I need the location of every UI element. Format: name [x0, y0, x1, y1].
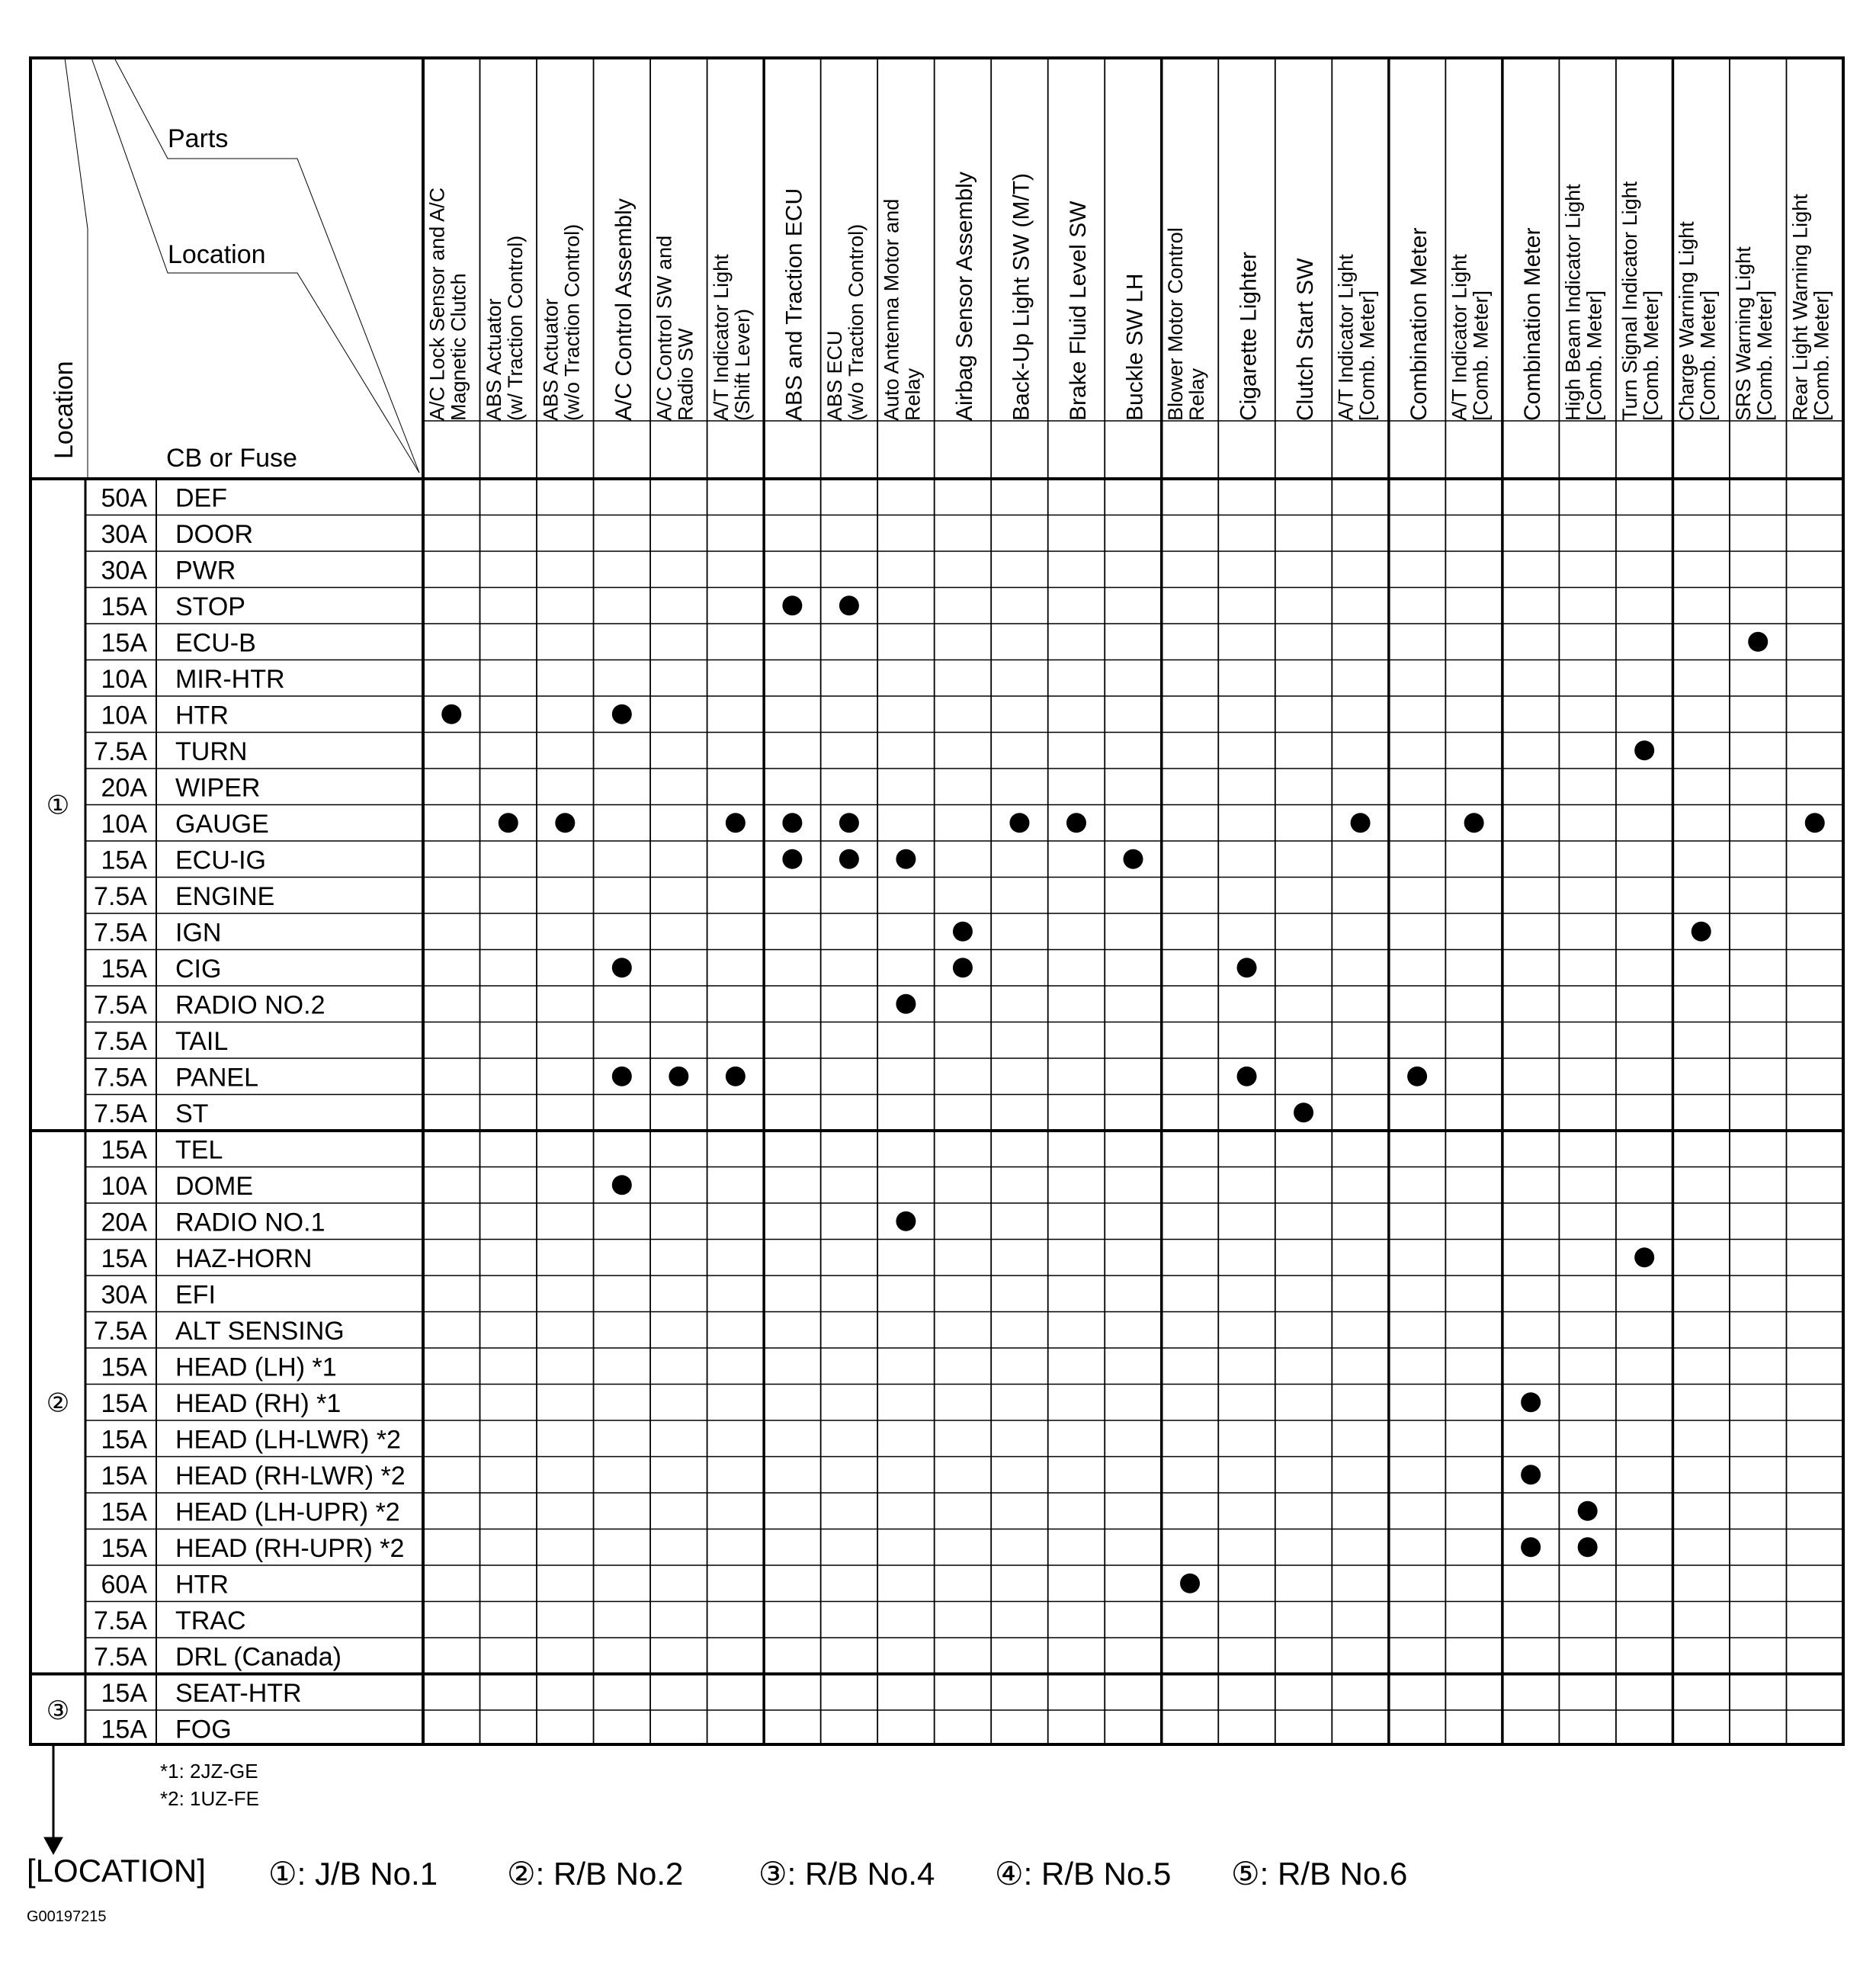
cb-fuse-label: CB or Fuse [166, 444, 297, 473]
fuse-name: FOG [175, 1715, 232, 1744]
column-header [1732, 246, 1776, 421]
location-marker: ② [46, 1388, 70, 1418]
amp-rating: 30A [101, 1280, 147, 1310]
amp-rating: 10A [101, 701, 147, 730]
column-header-line: Rear Light Warning Light [1788, 194, 1812, 421]
column-header-line: ABS Actuator [539, 298, 563, 421]
note-2: *2: 1UZ-FE [160, 1787, 260, 1810]
column-header-line: Turn Signal Indicator Light [1618, 181, 1642, 421]
connection-dot [896, 1211, 916, 1231]
amp-rating: 7.5A [94, 990, 147, 1020]
amp-rating: 15A [101, 1353, 147, 1382]
connection-dot [669, 1067, 688, 1086]
column-header [1406, 228, 1432, 421]
legend-item-1: ①: J/B No.1 [268, 1856, 438, 1892]
amp-rating: 20A [101, 773, 147, 803]
column-header-line: ABS ECU [823, 330, 846, 421]
connection-dot [1294, 1102, 1313, 1122]
column-header-line: [Comb. Meter] [1469, 290, 1493, 421]
fuse-name: HTR [175, 701, 229, 730]
connection-dot [1066, 813, 1086, 833]
amp-rating: 15A [101, 1462, 147, 1491]
fuse-name: STOP [175, 592, 245, 621]
connection-dot [1692, 922, 1711, 942]
column-header [880, 199, 924, 421]
column-header [1335, 254, 1379, 421]
column-header-line: Auto Antenna Motor and [880, 198, 903, 421]
connection-dot [1351, 813, 1371, 833]
connection-dot [726, 1067, 746, 1086]
fuse-name: ECU-IG [175, 846, 266, 875]
amp-rating: 30A [101, 556, 147, 586]
column-header-line: A/C Control Assembly [611, 198, 637, 421]
column-header [710, 254, 754, 421]
connection-dot [1521, 1392, 1541, 1412]
fuse-name: HEAD (LH) *1 [175, 1353, 337, 1382]
parts-label: Parts [168, 124, 229, 153]
parts-diagonal [114, 58, 419, 473]
fuse-name: PANEL [175, 1063, 258, 1093]
amp-rating: 15A [101, 955, 147, 984]
column-header [1236, 252, 1262, 421]
fuse-name: RADIO NO.2 [175, 990, 325, 1020]
note-1: *1: 2JZ-GE [160, 1760, 258, 1783]
column-header [823, 224, 867, 421]
connection-dot [555, 813, 575, 833]
column-header [1009, 173, 1034, 421]
amp-rating: 15A [101, 1244, 147, 1273]
column-header-line: A/T Indicator Light [1334, 254, 1358, 421]
connection-dot [896, 994, 916, 1014]
amp-rating: 15A [101, 1425, 147, 1455]
amp-rating: 10A [101, 665, 147, 694]
column-header-line: A/T Indicator Light [709, 254, 733, 421]
fuse-name: HAZ-HORN [175, 1244, 313, 1273]
fuse-name: HEAD (RH-LWR) *2 [175, 1462, 406, 1491]
column-header-line: Back-Up Light SW (M/T) [1009, 172, 1034, 421]
column-header [952, 172, 977, 421]
column-header-line: Airbag Sensor Assembly [951, 172, 977, 421]
column-header-line: Combination Meter [1520, 227, 1546, 421]
fuse-name: HTR [175, 1570, 229, 1600]
column-header-line: Relay [901, 367, 925, 421]
connection-dot [953, 922, 973, 942]
amp-rating: 50A [101, 483, 147, 513]
connection-dot [1180, 1574, 1200, 1593]
amp-rating: 15A [101, 1715, 147, 1744]
fuse-name: HEAD (RH) *1 [175, 1389, 342, 1418]
column-header [653, 236, 697, 421]
fuse-name: RADIO NO.1 [175, 1208, 325, 1237]
column-header-line: Cigarette Lighter [1236, 252, 1262, 421]
column-header [1164, 227, 1208, 421]
figure-code: G00197215 [27, 1908, 107, 1925]
column-header-line: Blower Motor Control [1164, 227, 1188, 421]
legend-title: [LOCATION] [27, 1853, 206, 1889]
location-corner-label: Location [168, 240, 266, 269]
legend-item-4: ④: R/B No.5 [995, 1856, 1172, 1892]
fuse-name: HEAD (RH-UPR) *2 [175, 1534, 405, 1563]
connection-dot [1009, 813, 1029, 833]
location-marker: ① [46, 791, 70, 820]
fuse-name: CIG [175, 955, 222, 984]
column-header [1066, 201, 1091, 421]
fuse-name: TEL [175, 1135, 223, 1165]
column-header [1123, 274, 1148, 421]
column-header-line: (Shift Lever) [730, 308, 754, 421]
connection-dot [726, 813, 746, 833]
column-header-line: ABS Actuator [482, 298, 505, 421]
fuse-name: WIPER [175, 773, 261, 803]
fuse-name: PWR [175, 556, 236, 586]
amp-rating: 15A [101, 1389, 147, 1418]
column-header [1676, 221, 1720, 421]
connection-dot [1634, 740, 1654, 760]
column-header-line: Combination Meter [1406, 227, 1432, 421]
connection-dot [1124, 849, 1143, 869]
connection-dot [1521, 1465, 1541, 1484]
amp-rating: 10A [101, 810, 147, 839]
fuse-name: TURN [175, 737, 248, 766]
amp-rating: 7.5A [94, 1642, 147, 1672]
connection-dot [1464, 813, 1484, 833]
connection-dot [1407, 1067, 1427, 1086]
column-header [1562, 184, 1606, 421]
column-header-line: [Comb. Meter] [1640, 290, 1663, 421]
connection-dot [782, 595, 802, 615]
connection-dot [612, 958, 632, 977]
amp-rating: 7.5A [94, 1027, 147, 1056]
amp-rating: 7.5A [94, 1317, 147, 1346]
column-header-line: Relay [1185, 367, 1209, 421]
amp-rating: 15A [101, 1679, 147, 1708]
amp-rating: 7.5A [94, 918, 147, 948]
amp-rating: 15A [101, 592, 147, 621]
fuse-name: TRAC [175, 1606, 246, 1635]
connection-dot [782, 813, 802, 833]
amp-rating: 15A [101, 1135, 147, 1165]
column-header-line: Clutch Start SW [1293, 258, 1319, 421]
amp-rating: 30A [101, 520, 147, 549]
column-header-line: Brake Fluid Level SW [1065, 201, 1091, 421]
amp-rating: 7.5A [94, 737, 147, 766]
fuse-name: EFI [175, 1280, 216, 1310]
connection-dot [1578, 1501, 1598, 1521]
column-header-line: ABS and Traction ECU [781, 188, 807, 421]
column-header-line: Charge Warning Light [1675, 221, 1698, 421]
connection-dot [1521, 1537, 1541, 1557]
fuse-name: TAIL [175, 1027, 229, 1056]
fuse-name: IGN [175, 918, 222, 948]
legend-item-3: ③: R/B No.4 [758, 1856, 935, 1892]
column-header-line: Buckle SW LH [1122, 273, 1148, 421]
column-header-line: A/T Indicator Light [1448, 254, 1471, 421]
corner-diagonal [65, 58, 88, 229]
amp-rating: 20A [101, 1208, 147, 1237]
connection-dot [1578, 1537, 1598, 1557]
connection-dot [896, 849, 916, 869]
down-arrow-head [44, 1837, 63, 1854]
column-header [483, 236, 527, 421]
column-header-line: (w/ Traction Control) [503, 235, 527, 421]
fuse-name: GAUGE [175, 810, 269, 839]
connection-dot [441, 704, 461, 724]
column-header-line: (w/o Traction Control) [560, 223, 584, 421]
column-header-line: A/C Lock Sensor and A/C [425, 187, 449, 421]
connection-dot [1634, 1247, 1654, 1267]
column-headers [425, 172, 1833, 421]
connection-dot [839, 595, 859, 615]
column-header-line: [Comb. Meter] [1355, 290, 1379, 421]
column-header [781, 188, 807, 421]
column-header-line: A/C Control SW and [653, 235, 676, 421]
column-header-line: Magnetic Clutch [447, 273, 470, 421]
fuse-name: SEAT-HTR [175, 1679, 302, 1708]
column-header-line: SRS Warning Light [1732, 246, 1756, 421]
connection-dot [1237, 1067, 1257, 1086]
fuse-rows [46, 484, 406, 1744]
column-header [611, 198, 637, 421]
amp-rating: 15A [101, 628, 147, 658]
amp-rating: 15A [101, 1534, 147, 1563]
column-header-line: [Comb. Meter] [1696, 290, 1720, 421]
legend-item-2: ②: R/B No.2 [507, 1856, 684, 1892]
amp-rating: 15A [101, 846, 147, 875]
amp-rating: 7.5A [94, 1063, 147, 1093]
amp-rating: 7.5A [94, 1606, 147, 1635]
column-header [539, 224, 583, 421]
fuse-name: DOME [175, 1172, 253, 1201]
column-header [1293, 258, 1318, 421]
location-axis-label: Location [50, 361, 79, 459]
connection-dot [839, 813, 859, 833]
fuse-name: DOOR [175, 520, 253, 549]
column-header [1448, 254, 1493, 421]
fuse-name: ENGINE [175, 882, 275, 911]
connection-dot [612, 1175, 632, 1195]
column-header-line: [Comb. Meter] [1583, 290, 1606, 421]
connection-dot [1748, 632, 1768, 652]
fuse-name: DRL (Canada) [175, 1642, 342, 1672]
amp-rating: 7.5A [94, 882, 147, 911]
connection-dot [839, 849, 859, 869]
connection-dot [612, 704, 632, 724]
connection-dot [612, 1067, 632, 1086]
fuse-name: ST [175, 1099, 209, 1128]
column-header-line: (w/o Traction Control) [844, 223, 867, 421]
fuse-name: ALT SENSING [175, 1317, 345, 1346]
connection-dot [499, 813, 518, 833]
fuse-name: HEAD (LH-LWR) *2 [175, 1425, 401, 1455]
connection-dot [1237, 958, 1257, 977]
column-header [1789, 194, 1833, 421]
amp-rating: 60A [101, 1570, 147, 1600]
legend-item-5: ⑤: R/B No.6 [1231, 1856, 1408, 1892]
column-header [425, 188, 470, 421]
column-header-line: [Comb. Meter] [1810, 290, 1833, 421]
column-header-line: High Beam Indicator Light [1561, 184, 1585, 421]
column-header [1520, 228, 1545, 421]
fuse-name: HEAD (LH-UPR) *2 [175, 1497, 400, 1527]
column-header-line: [Comb. Meter] [1753, 290, 1777, 421]
amp-rating: 10A [101, 1172, 147, 1201]
fuse-name: DEF [175, 483, 227, 513]
connection-dot [953, 958, 973, 977]
fuse-name: ECU-B [175, 628, 256, 658]
connection-dot [782, 849, 802, 869]
column-header [1618, 181, 1663, 421]
fuse-name: MIR-HTR [175, 665, 285, 694]
amp-rating: 15A [101, 1497, 147, 1527]
column-header-line: Radio SW [674, 328, 697, 421]
connection-dot [1805, 813, 1825, 833]
amp-rating: 7.5A [94, 1099, 147, 1128]
location-marker: ③ [46, 1696, 70, 1725]
